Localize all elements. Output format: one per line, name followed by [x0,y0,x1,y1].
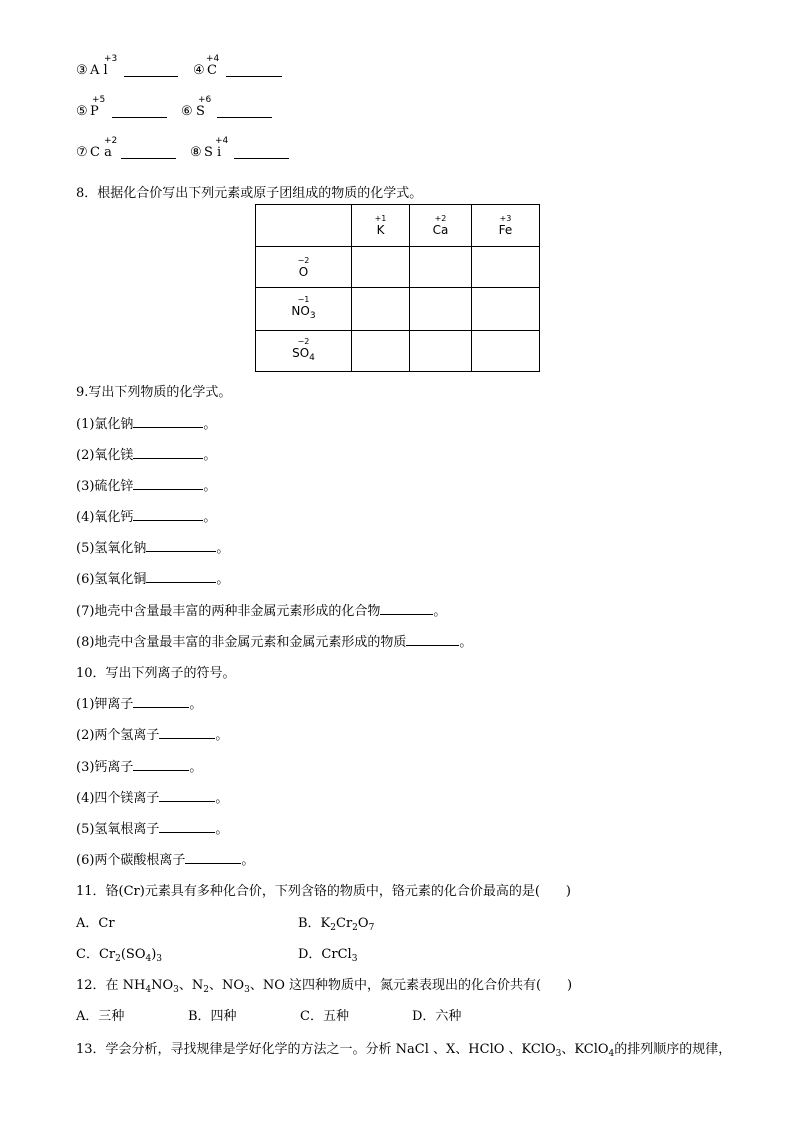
table-row [256,247,540,288]
option-a[interactable]: A．三种 [76,1009,125,1024]
radical-symbol [256,265,351,279]
subscript: 2 [203,985,210,995]
answer-blank[interactable] [226,64,282,77]
item-end: 。 [203,479,217,494]
item-label: (6)氢氧化铜 [76,572,147,587]
charge-label: +3 [499,214,512,223]
item-end: 。 [203,417,217,432]
item-end: 。 [203,448,217,463]
element-symbol: A l [90,63,108,78]
element-symbol: K [376,223,385,237]
charge-label: +2 [104,136,118,146]
q10-item [76,756,202,775]
subscript: 2 [115,954,121,964]
answer-blank[interactable] [133,446,203,459]
item-label: (1)钾离子 [76,697,134,712]
q9-item [76,537,229,556]
subscript: 3 [555,1049,562,1059]
text-part: 、N [178,978,204,993]
charge-label: +1 [374,214,387,223]
text-part: 的排列顺序的规律， [614,1042,732,1057]
answer-blank[interactable] [217,105,272,118]
table-row [256,288,540,331]
answer-cell[interactable] [472,331,540,372]
item-end: 。 [215,822,229,837]
answer-blank[interactable] [124,64,178,77]
answer-blank[interactable] [159,726,215,739]
option-text: (SO [120,947,146,962]
text-part: 、NO [209,978,245,993]
question-9-text: 9.写出下列物质的化学式。 [76,385,232,400]
item-end: 。 [203,510,217,525]
text-part: 13．学会分析，寻找规律是学好化学的方法之一。分析 NaCl 、X、HClO 、KClO [76,1042,556,1057]
table-row-header [256,331,352,372]
answer-blank[interactable] [146,539,216,552]
item-number: ⑥ [181,104,193,119]
item-label: (2)两个氢离子 [76,728,160,743]
q10-item [76,818,228,837]
symbol-text: NO [291,304,310,318]
answer-blank[interactable] [112,105,167,118]
answer-cell[interactable] [352,247,410,288]
item-end: 。 [433,604,447,619]
text-part: 12．在 NH [76,978,146,993]
charge-label: +4 [215,136,229,146]
option-text: D．CrCl [298,947,352,962]
table-header-cell [472,205,540,247]
answer-blank[interactable] [133,477,203,490]
element-symbol: S i [204,145,222,160]
table-header-cell [410,205,472,247]
table-header-row [256,205,540,247]
question-11-text: 11．铬(Cr)元素具有多种化合价，下列含铬的物质中，铬元素的化合价最高的是( ) [76,884,571,899]
answer-cell[interactable] [410,288,472,331]
item-end: 。 [216,541,230,556]
table-row-header [256,247,352,288]
element-symbol: C [207,63,217,78]
charge-label: +2 [434,214,447,223]
element-symbol: Fe [498,223,513,237]
answer-cell[interactable] [352,331,410,372]
item-label: (6)两个碳酸根离子 [76,853,186,868]
charge-label: −2 [297,337,310,346]
item-label: (3)硫化锌 [76,479,134,494]
answer-blank[interactable] [146,570,216,583]
answer-blank[interactable] [159,820,215,833]
radical-symbol [256,304,351,323]
answer-blank[interactable] [133,415,203,428]
item-end: 。 [216,572,230,587]
q9-item [76,506,216,525]
option-d[interactable]: D．六种 [412,1009,462,1024]
item-label: (4)氧化钙 [76,510,134,525]
item-end: 。 [459,635,473,650]
item-end: 。 [215,728,229,743]
option-text: O [357,916,369,931]
q9-item [76,600,446,619]
answer-blank[interactable] [133,758,189,771]
question-13-text [76,1038,731,1059]
option-text: C．Cr [76,947,116,962]
item-end: 。 [189,697,203,712]
charge-label: +4 [206,54,220,64]
table-header-cell [352,205,410,247]
subscript: 7 [368,923,375,933]
answer-cell[interactable] [472,288,540,331]
subscript: 3 [309,311,316,321]
item-number: ⑤ [76,104,88,119]
q9-item [76,413,216,432]
answer-blank[interactable] [159,789,215,802]
answer-blank[interactable] [121,146,176,159]
element-symbol: C a [90,145,112,160]
answer-blank[interactable] [380,602,433,615]
answer-cell[interactable] [472,247,540,288]
answer-cell[interactable] [410,247,472,288]
charge-label: +6 [198,95,212,105]
q9-item [76,444,216,463]
q10-item [76,849,254,868]
item-label: (2)氧化镁 [76,448,134,463]
table-corner-cell [256,205,352,247]
item-number: ⑦ [76,145,88,160]
subscript: 2 [330,923,336,933]
subscript: 4 [309,353,315,363]
option-b[interactable]: B．四种 [188,1009,237,1024]
question-8-text: 8．根据化合价写出下列元素或原子团组成的物质的化学式。 [76,186,423,201]
charge-label: +3 [104,54,118,64]
q9-item [76,568,229,587]
subscript: 3 [156,954,163,964]
question-10-text: 10．写出下列离子的符号。 [76,666,236,681]
q10-item [76,724,228,743]
item-label: (5)氢氧根离子 [76,822,160,837]
table-row [256,331,540,372]
answer-blank[interactable] [185,851,241,864]
subscript: 4 [608,1049,615,1059]
subscript: 3 [173,985,179,995]
option-text: ) [151,947,157,962]
charge-label: −2 [297,255,310,265]
symbol-text: SO [292,346,310,360]
charge-label: +5 [92,95,106,105]
text-part: NO [151,978,174,993]
element-symbol: S [196,104,205,119]
answer-blank[interactable] [133,508,203,521]
q9-item [76,631,472,650]
item-label: (8)地壳中含量最丰富的非金属元素和金属元素形成的物质 [76,635,407,650]
item-end: 。 [215,791,229,806]
answer-blank[interactable] [234,146,289,159]
radical-symbol [256,346,351,365]
charge-label: −1 [297,295,310,304]
question-12-text [76,974,572,995]
q9-item [76,475,216,494]
q10-item [76,787,228,806]
option-text: B．K [298,916,331,931]
element-symbol: P [90,104,99,119]
q10-item [76,693,202,712]
item-number: ⑧ [190,145,202,160]
option-text: Cr [336,916,353,931]
item-end: 。 [189,760,203,775]
answer-cell[interactable] [410,331,472,372]
item-label: (5)氢氧化钠 [76,541,147,556]
subscript: 4 [145,954,152,964]
answer-cell[interactable] [352,288,410,331]
text-part: 、NO 这四种物质中，氮元素表现出的化合价共有( ) [249,978,573,993]
table-row-header [256,288,352,331]
answer-blank[interactable] [406,633,459,646]
text-part: 、KClO [561,1042,609,1057]
subscript: 3 [351,954,358,964]
subscript: 3 [244,985,250,995]
symbol-text: O [298,264,309,279]
subscript: 4 [145,985,152,995]
element-symbol: Ca [432,223,449,237]
item-label: (1)氯化钠 [76,417,134,432]
item-label: (3)钙离子 [76,760,134,775]
item-number: ④ [193,63,205,78]
item-label: (4)四个镁离子 [76,791,160,806]
option-a[interactable]: A．Cr [76,916,115,931]
valence-table [255,204,540,372]
item-label: (7)地壳中含量最丰富的两种非金属元素形成的化合物 [76,604,381,619]
item-end: 。 [241,853,255,868]
answer-blank[interactable] [133,695,189,708]
option-c[interactable]: C．五种 [300,1009,349,1024]
item-number: ③ [76,63,88,78]
option-c[interactable] [76,943,162,964]
option-d[interactable] [298,943,357,964]
subscript: 2 [352,923,358,933]
option-b[interactable] [298,912,374,933]
